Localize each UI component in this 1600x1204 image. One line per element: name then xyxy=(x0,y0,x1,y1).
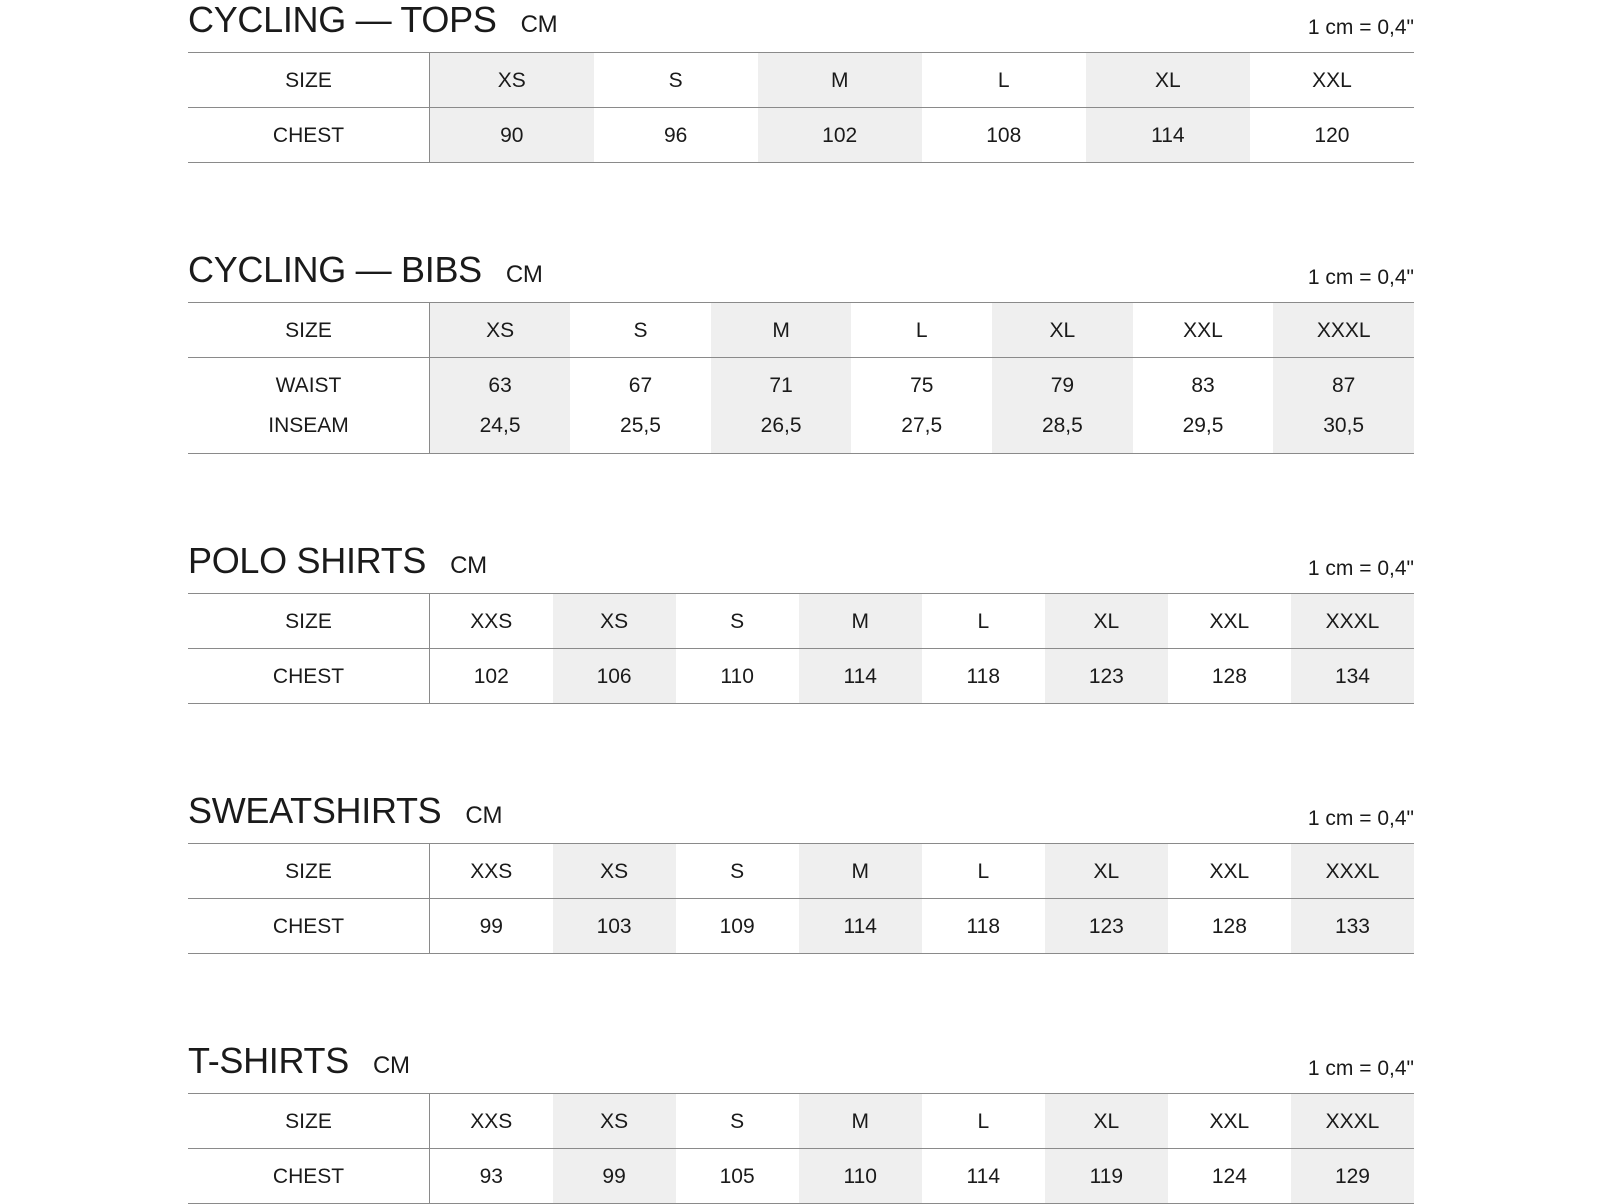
size-cell: XXS xyxy=(430,844,553,899)
sweatshirts-section xyxy=(188,791,1414,954)
size-cell: XXL xyxy=(1133,303,1274,358)
inseam-value: 27,5 xyxy=(901,414,943,437)
size-cell: XL xyxy=(1045,844,1168,899)
inseam-value: 30,5 xyxy=(1323,414,1365,437)
size-cell: XXL xyxy=(1168,594,1291,649)
measurement-cell: 128 xyxy=(1168,649,1291,704)
size-cell: XS xyxy=(430,53,594,108)
waist-row-label: WAIST xyxy=(275,374,342,397)
size-cell: XS xyxy=(553,844,676,899)
size-cell: S xyxy=(594,53,758,108)
inseam-value: 26,5 xyxy=(760,414,802,437)
chest-row-label: CHEST xyxy=(188,899,430,954)
size-cell: L xyxy=(922,1094,1045,1149)
waist-value: 71 xyxy=(769,374,793,397)
measurement-cell: 110 xyxy=(799,1149,922,1204)
section-header xyxy=(188,250,1414,302)
size-cell: XXXL xyxy=(1291,594,1414,649)
chest-row xyxy=(188,1149,1414,1204)
size-cell: XXXL xyxy=(1291,1094,1414,1149)
measurement-cell xyxy=(711,358,852,454)
measurement-cell: 118 xyxy=(922,649,1045,704)
waist-value: 67 xyxy=(628,374,653,397)
cycling-tops-section xyxy=(188,0,1414,163)
section-title-text: T-SHIRTS xyxy=(188,1040,349,1081)
chest-row-label: CHEST xyxy=(188,649,430,704)
section-title-text: CYCLING — BIBS xyxy=(188,249,482,290)
chest-row-label: CHEST xyxy=(188,1149,430,1204)
unit-conversion-note: 1 cm = 0,4" xyxy=(1307,16,1414,39)
section-title xyxy=(188,249,543,290)
size-row-label: SIZE xyxy=(188,844,430,899)
size-row-label: SIZE xyxy=(188,53,430,108)
size-cell: XL xyxy=(1045,1094,1168,1149)
section-title xyxy=(188,2,557,38)
measurement-cell: 99 xyxy=(553,1149,676,1204)
size-cell: XXXL xyxy=(1291,844,1414,899)
size-cell: L xyxy=(851,303,992,358)
measurement-cell: 114 xyxy=(1086,108,1250,163)
size-cell: M xyxy=(758,53,922,108)
chest-row xyxy=(188,108,1414,163)
measurement-cell xyxy=(992,358,1133,454)
sweatshirts-size-table xyxy=(188,843,1414,954)
waist-value: 79 xyxy=(1050,374,1075,397)
size-cell: XS xyxy=(430,303,571,358)
size-cell: L xyxy=(922,53,1086,108)
measurement-cell: 102 xyxy=(430,649,553,704)
size-row-label: SIZE xyxy=(188,303,430,358)
measurement-cell: 123 xyxy=(1045,899,1168,954)
size-row xyxy=(188,303,1414,358)
size-cell: XXXL xyxy=(1273,303,1414,358)
measurement-cell: 105 xyxy=(676,1149,799,1204)
measurement-cell: 96 xyxy=(594,108,758,163)
cycling-tops-size-table xyxy=(188,52,1414,163)
measurement-cell: 119 xyxy=(1045,1149,1168,1204)
inseam-value: 28,5 xyxy=(1041,414,1083,437)
cycling-bibs-section xyxy=(188,250,1414,454)
chest-row-label: CHEST xyxy=(188,108,430,163)
size-cell: XL xyxy=(992,303,1133,358)
inseam-value: 24,5 xyxy=(479,414,521,437)
size-cell: M xyxy=(799,844,922,899)
section-header xyxy=(188,1041,1414,1093)
section-unit: CM xyxy=(505,261,543,288)
section-title-text: CYCLING — TOPS xyxy=(188,0,497,40)
measurement-cell: 124 xyxy=(1168,1149,1291,1204)
size-cell: S xyxy=(570,303,711,358)
measurement-cell xyxy=(430,358,571,454)
section-unit: CM xyxy=(372,1052,410,1079)
size-cell: XL xyxy=(1045,594,1168,649)
section-header xyxy=(188,0,1414,52)
section-unit: CM xyxy=(450,552,487,579)
chest-row xyxy=(188,899,1414,954)
section-unit: CM xyxy=(520,11,558,38)
size-cell: XS xyxy=(553,594,676,649)
size-cell: XS xyxy=(553,1094,676,1149)
measurement-cell xyxy=(1273,358,1414,454)
section-title xyxy=(188,540,487,581)
measurement-cell: 133 xyxy=(1291,899,1414,954)
section-unit: CM xyxy=(465,802,503,829)
unit-conversion-note: 1 cm = 0,4" xyxy=(1307,266,1414,289)
inseam-value: 25,5 xyxy=(620,414,661,437)
measurement-cell xyxy=(851,358,992,454)
waist-inseam-label xyxy=(188,358,430,454)
measurement-cell xyxy=(1133,358,1274,454)
measurement-cell: 118 xyxy=(922,899,1045,954)
section-title-text: SWEATSHIRTS xyxy=(188,790,442,831)
measurement-cell: 110 xyxy=(676,649,799,704)
measurement-cell: 99 xyxy=(430,899,553,954)
size-cell: XXS xyxy=(430,594,553,649)
waist-value: 83 xyxy=(1191,374,1215,397)
measurement-cell: 106 xyxy=(553,649,676,704)
measurement-cell: 114 xyxy=(799,649,922,704)
measurement-cell: 128 xyxy=(1168,899,1291,954)
unit-conversion-note: 1 cm = 0,4" xyxy=(1307,807,1414,830)
size-cell: M xyxy=(711,303,852,358)
size-row-label: SIZE xyxy=(188,594,430,649)
measurement-cell: 93 xyxy=(430,1149,553,1204)
cycling-bibs-size-table xyxy=(188,302,1414,454)
size-cell: L xyxy=(922,844,1045,899)
size-cell: XXS xyxy=(430,1094,553,1149)
size-cell: S xyxy=(676,594,799,649)
unit-conversion-note: 1 cm = 0,4" xyxy=(1307,557,1414,580)
inseam-row-label: INSEAM xyxy=(268,414,349,437)
size-cell: XXL xyxy=(1168,1094,1291,1149)
measurement-cell: 114 xyxy=(922,1149,1045,1204)
section-header xyxy=(188,791,1414,843)
measurement-cell: 120 xyxy=(1250,108,1414,163)
measurement-cell: 102 xyxy=(758,108,922,163)
chest-row xyxy=(188,649,1414,704)
size-cell: S xyxy=(676,844,799,899)
unit-conversion-note: 1 cm = 0,4" xyxy=(1307,1057,1414,1080)
size-row xyxy=(188,1094,1414,1149)
section-header xyxy=(188,541,1414,593)
t-shirts-size-table xyxy=(188,1093,1414,1204)
size-cell: XXL xyxy=(1168,844,1291,899)
polo-shirts-section xyxy=(188,541,1414,704)
measurement-cell: 108 xyxy=(922,108,1086,163)
waist-value: 87 xyxy=(1331,374,1356,397)
measurement-cell: 109 xyxy=(676,899,799,954)
size-cell: XL xyxy=(1086,53,1250,108)
inseam-value: 29,5 xyxy=(1182,414,1224,437)
waist-value: 63 xyxy=(488,374,512,397)
size-row xyxy=(188,594,1414,649)
measurement-cell: 114 xyxy=(799,899,922,954)
measurement-cell: 90 xyxy=(430,108,594,163)
section-title xyxy=(188,790,503,831)
size-cell: M xyxy=(799,594,922,649)
measurement-cell: 103 xyxy=(553,899,676,954)
measurement-cell xyxy=(570,358,711,454)
size-row xyxy=(188,844,1414,899)
section-title-text: POLO SHIRTS xyxy=(188,540,427,581)
polo-shirts-size-table xyxy=(188,593,1414,704)
measurement-cell: 129 xyxy=(1291,1149,1414,1204)
size-cell: S xyxy=(676,1094,799,1149)
size-row xyxy=(188,53,1414,108)
size-cell: L xyxy=(922,594,1045,649)
measurement-cell: 123 xyxy=(1045,649,1168,704)
size-cell: XXL xyxy=(1250,53,1414,108)
section-title xyxy=(188,1040,410,1081)
t-shirts-section xyxy=(188,1041,1414,1204)
size-cell: M xyxy=(799,1094,922,1149)
waist-inseam-row xyxy=(188,358,1414,454)
waist-value: 75 xyxy=(910,374,934,397)
size-row-label: SIZE xyxy=(188,1094,430,1149)
measurement-cell: 134 xyxy=(1291,649,1414,704)
